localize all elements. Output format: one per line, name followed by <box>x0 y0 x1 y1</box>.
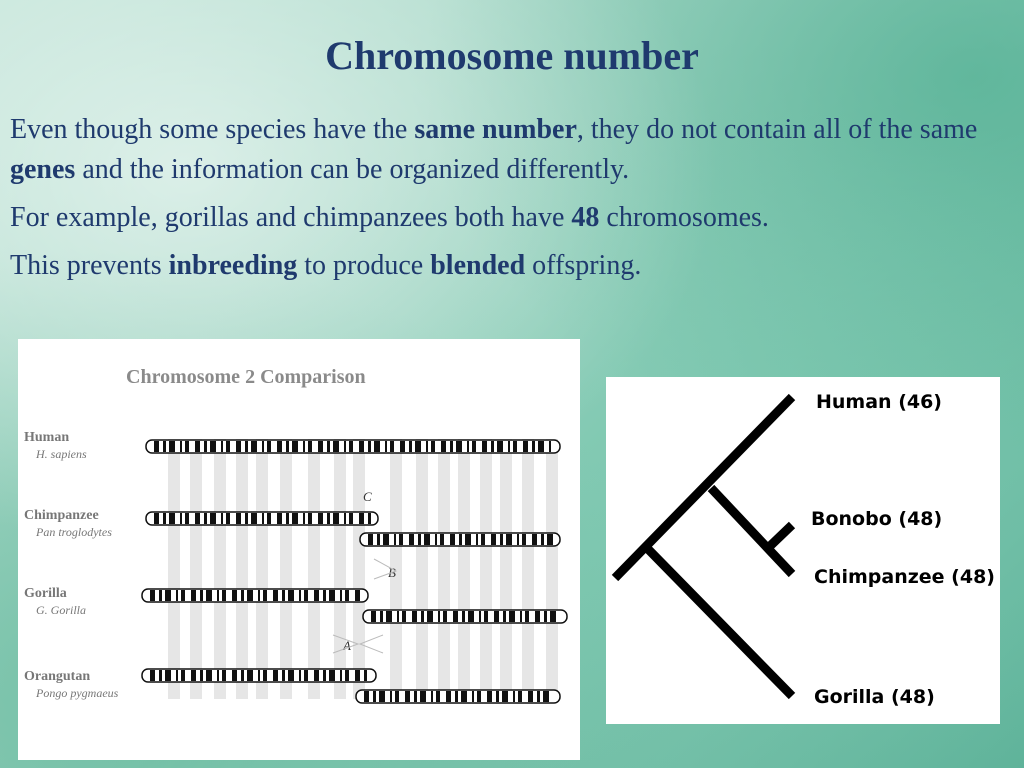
species-latin-human: H. sapiens <box>36 447 87 461</box>
alignment-stripe <box>546 439 558 699</box>
alignment-stripe <box>308 439 320 699</box>
alignment-stripe <box>522 439 534 699</box>
alignment-stripe <box>438 439 450 699</box>
paragraph-same-number: Even though some species have the same number, they do not contain all of the same genes and the information can be organized differently. <box>10 114 978 185</box>
species-name-orangutan: Orangutan <box>24 669 91 684</box>
paragraph-example: For example, gorillas and chimpanzees both have 48 chromosomes. <box>10 202 769 233</box>
alignment-stripe <box>458 439 470 699</box>
species-name-human: Human <box>24 430 70 445</box>
comparison-title: Chromosome 2 Comparison <box>126 366 366 388</box>
chromosome-chimpanzee-b <box>360 533 560 546</box>
chromosome-comparison-figure <box>18 339 580 760</box>
paragraph-inbreeding: This prevents inbreeding to produce blended offspring. <box>10 250 642 281</box>
branch-gorilla <box>646 547 792 696</box>
species-latin-chimpanzee: Pan troglodytes <box>36 525 112 539</box>
alignment-stripe <box>280 439 292 699</box>
alignment-stripe <box>334 439 346 699</box>
alignment-stripes <box>168 439 558 699</box>
chromosome-chimpanzee-a <box>146 512 378 525</box>
species-name-chimpanzee: Chimpanzee <box>24 508 99 523</box>
tree-label-human: Human (46) <box>816 391 942 413</box>
alignment-stripe <box>500 439 512 699</box>
alignment-stripe <box>214 439 226 699</box>
branch-bonobo <box>768 525 792 548</box>
species-latin-orangutan: Pongo pygmaeus <box>36 686 119 700</box>
chromosome-human <box>146 440 560 453</box>
marker-b: B <box>388 565 396 580</box>
tree-label-bonobo: Bonobo (48) <box>811 508 943 530</box>
slide-title: Chromosome number <box>325 33 699 78</box>
phylogenetic-tree-figure <box>606 377 1000 724</box>
slide-body <box>10 110 1010 294</box>
marker-a: A <box>343 638 351 653</box>
alignment-stripe <box>236 439 248 699</box>
species-latin-gorilla: G. Gorilla <box>36 603 87 617</box>
marker-c: C <box>363 489 372 504</box>
tree-branches <box>615 397 792 696</box>
chromosome-orangutan-b <box>356 690 560 703</box>
alignment-stripe <box>190 439 202 699</box>
tree-label-chimpanzee: Chimpanzee (48) <box>814 566 995 588</box>
alignment-stripe <box>353 439 365 699</box>
chromosome-gorilla-a <box>142 589 368 602</box>
species-name-gorilla: Gorilla <box>24 586 67 601</box>
chromosome-gorilla-b <box>363 610 567 623</box>
phylogenetic-tree-svg <box>606 377 1000 724</box>
alignment-stripe <box>416 439 428 699</box>
alignment-stripe <box>256 439 268 699</box>
tree-label-gorilla: Gorilla (48) <box>814 686 935 708</box>
alignment-stripe <box>480 439 492 699</box>
chromosome-comparison-svg <box>18 339 580 760</box>
alignment-stripe <box>168 439 180 699</box>
chromosome-orangutan-a <box>142 669 376 682</box>
